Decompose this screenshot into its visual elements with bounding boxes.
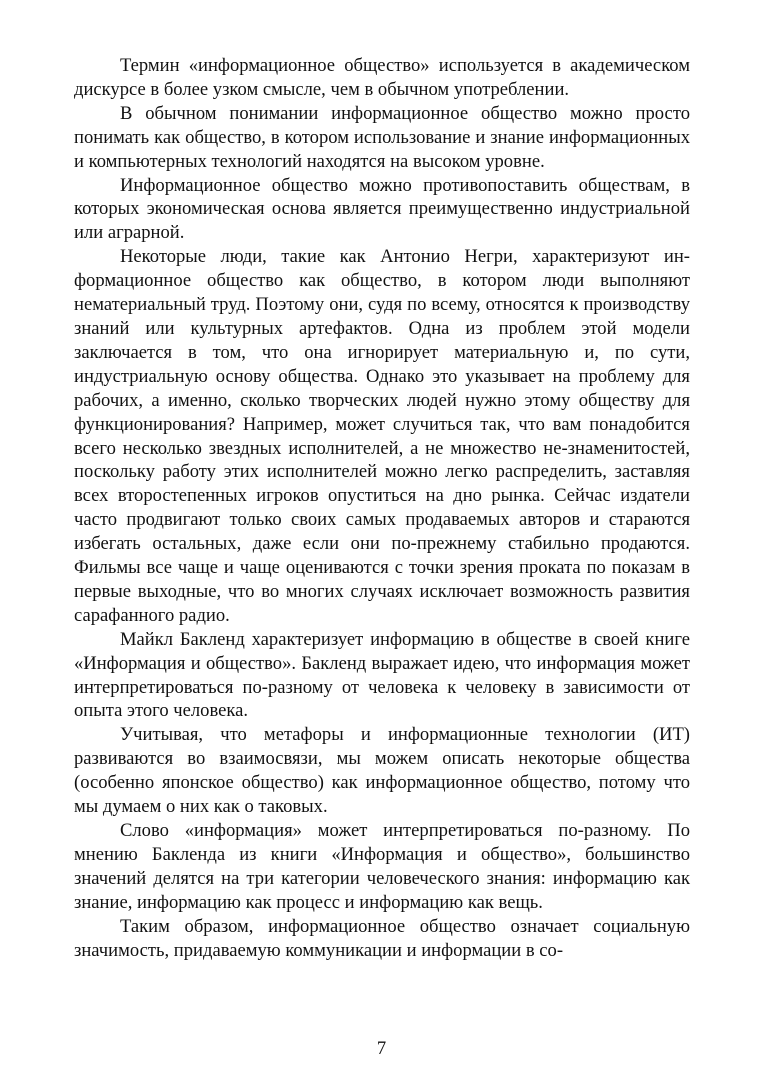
page-body [74, 54, 690, 962]
paragraph: Некоторые люди, такие как Антонио Негри, характеризуют информационное общество как общество, в котором люди выполняют нематериальный труд. Поэтому они, судя по всему, относятся к производству знаний или культурных артефактов. Одна из проблем этой модели заключается в том, что она игнорирует материальную и, по сути, индустриальную основу общества. Однако это указывает на проблему для рабочих, а именно, сколько творческих людей нужно этому обществу для функционирования? Например, может случиться так, что вам понадобится всего несколько звездных исполнителей, а не множество не-знаменитостей, поскольку работу этих исполнителей можно легко распределить, заставляя всех второстепенных игроков опуститься на дно рынка. Сейчас издатели часто продвигают только своих самых продаваемых авторов и стараются избегать остальных, даже если они по-прежнему стабильно продаются. Фильмы все чаще и чаще оцениваются с точки зрения проката по показам в первые выходные, что во многих случаях исключает возможность развития сарафанного радио. [74, 246, 690, 626]
page-number: 7 [376, 1038, 387, 1059]
paragraph: Таким образом, информационное общество означает социальную значимость, придаваемую коммуникации и информации в со- [74, 915, 690, 961]
paragraph: Термин «информационное общество» используется в академическом дискурсе в более узком смысле, чем в обычном употреблении. [74, 55, 690, 100]
paragraph: Учитывая, что метафоры и информационные технологии (ИТ) развиваются во взаимосвязи, мы можем описать некоторые общества (особенно японское общество) как информационное общество, потому что мы думаем о них как о таковых. [74, 724, 690, 818]
paragraph: Слово «информация» может интерпретироваться по-разному. По мнению Бакленда из книги «Информация и общество», большинство значений делятся на три категории человеческого знания: информацию как знание, информацию как процесс и информацию как вещь. [74, 820, 690, 913]
paragraph: Информационное общество можно противопоставить обществам, в которых экономическая основа является преимущественно индустриальной или аграрной. [74, 174, 690, 244]
paragraph: В обычном понимании информационное общество можно просто понимать как общество, в котором использование и знание информационных и компьютерных технологий находятся на высоком уровне. [74, 102, 690, 172]
paragraph: Майкл Бакленд характеризует информацию в обществе в своей книге «Информация и общество». Бакленд выражает идею, что информация может интерпретироваться по-разному от человека к человеку в зависимости от опыта этого человека. [74, 628, 690, 722]
